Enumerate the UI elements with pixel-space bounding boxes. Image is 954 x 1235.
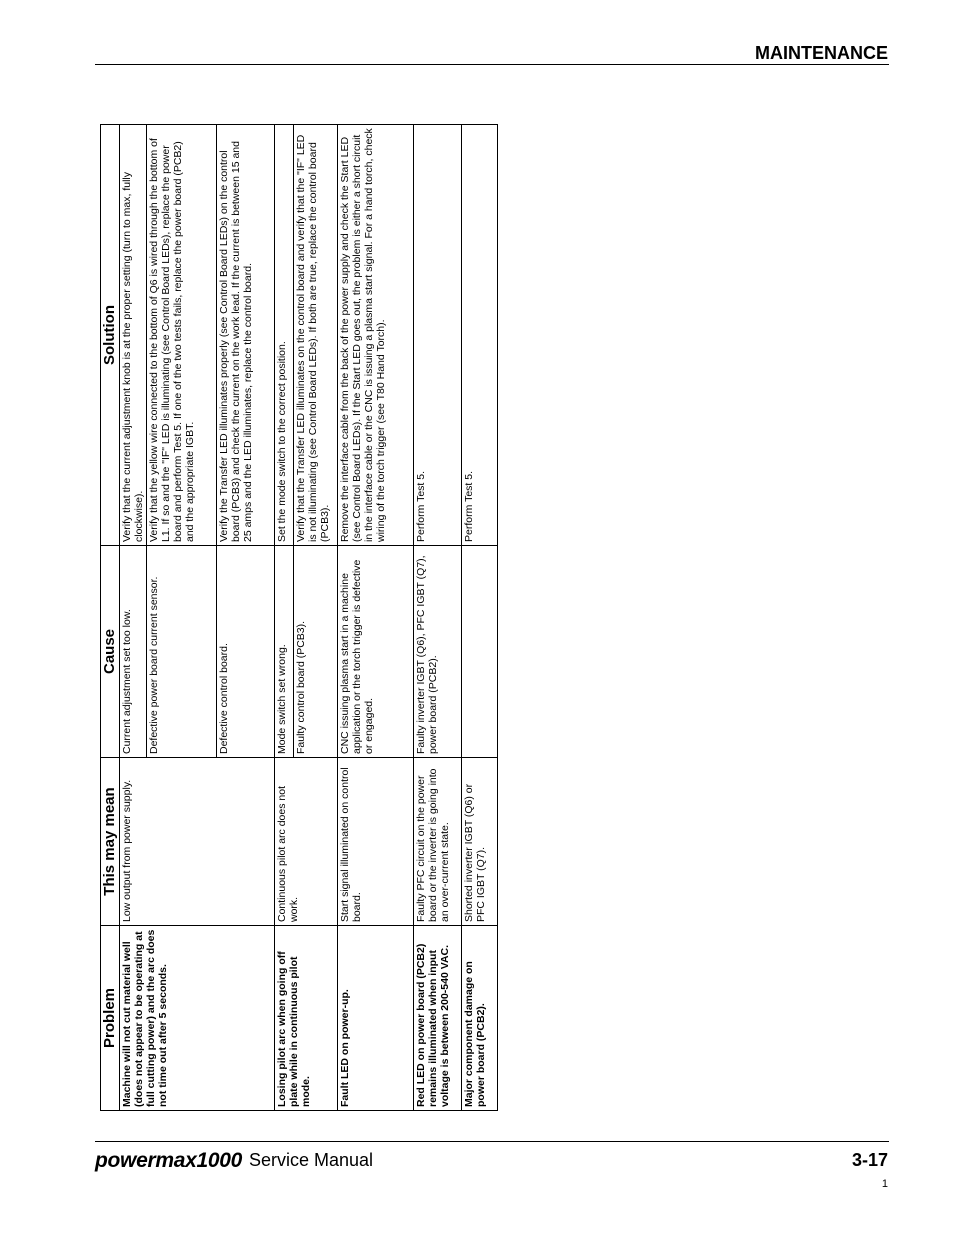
meaning-cell: Faulty PFC circuit on the power board or the inverter is going into an over-current state.	[414, 758, 462, 926]
problem-cell: Major component damage on power board (PCB2).	[462, 926, 498, 1111]
cause-cell: Faulty inverter IGBT (Q6), PFC IGBT (Q7), power board (PCB2).	[414, 546, 462, 758]
meaning-cell: Shorted inverter IGBT (Q6) or PFC IGBT (Q7).	[462, 758, 498, 926]
meaning-cell: Continuous pilot arc does not work.	[275, 758, 338, 926]
cause-cell: CNC issuing plasma start in a machine application or the torch trigger is defective or engaged.	[338, 546, 414, 758]
table-row	[275, 125, 294, 1111]
solution-cell: Verify that the yellow wire connected to the bottom of Q6 is wired through the bottom of L1. If so and the "IF" LED is illuminating (see Control Board LEDs), replace the power board and perform Test 5. If one of the two tests fails, replace the power board (PCB2) and the appropriate IGBT.	[147, 125, 217, 546]
solution-cell: Verify the Transfer LED illuminates properly (see Control Board LEDs) on the control board (PCB3) and check the current on the work lead. If the current is between 15 and 25 amps and the LED illuminates, replace the control board.	[217, 125, 275, 546]
cause-cell: Mode switch set wrong.	[275, 546, 294, 758]
cause-cell	[462, 546, 498, 758]
col-header-meaning: This may mean	[101, 758, 120, 926]
table-row	[414, 125, 462, 1111]
revision-number: 1	[881, 1178, 888, 1190]
cause-cell: Faulty control board (PCB3).	[294, 546, 338, 758]
solution-cell: Perform Test 5.	[414, 125, 462, 546]
manual-title: Service Manual	[249, 1150, 374, 1170]
table-header-row	[101, 125, 120, 1111]
cause-cell: Defective control board.	[217, 546, 275, 758]
meaning-cell: Low output from power supply.	[120, 758, 275, 926]
solution-cell: Verify that the current adjustment knob is at the proper setting (turn to max, fully clockwise).	[120, 125, 147, 546]
header-rule	[95, 64, 889, 65]
problem-cell: Red LED on power board (PCB2) remains illuminated when input voltage is between 200-540 VAC.	[414, 926, 462, 1111]
table-row	[462, 125, 498, 1111]
col-header-problem: Problem	[101, 926, 120, 1111]
troubleshooting-table-container	[100, 125, 512, 1111]
troubleshooting-table-rotated	[100, 125, 512, 1111]
table-row	[338, 125, 414, 1111]
brand-logo: powermax1000	[95, 1149, 242, 1172]
table-row	[120, 125, 147, 1111]
page-number: 3-17	[851, 1150, 888, 1170]
solution-cell: Set the mode switch to the correct position.	[275, 125, 294, 546]
footer-rule	[95, 1141, 889, 1142]
problem-cell: Fault LED on power-up.	[338, 926, 414, 1111]
cause-cell: Defective power board current sensor.	[147, 546, 217, 758]
section-title: MAINTENANCE	[755, 43, 888, 63]
meaning-cell: Start signal illuminated on control board.	[338, 758, 414, 926]
problem-cell: Machine will not cut material well (does not appear to be operating at full cutting power) and the arc does not time out after 5 seconds.	[120, 926, 275, 1111]
solution-cell: Verify that the Transfer LED illuminates on the control board and verify that the "IF" LED is not illuminating (see Control Board LEDs). If both are true, replace the control board (PCB3).	[294, 125, 338, 546]
col-header-solution: Solution	[101, 125, 120, 546]
solution-cell: Remove the interface cable from the back of the power supply and check the Start LED (see Control Board LEDs). If the Start LED goes out, the problem is either a short circuit in the interface cable or the CNC is issuing a plasma start signal. For a hand torch, check wiring of the torch trigger (see T80 Hand Torch).	[338, 125, 414, 546]
troubleshooting-table	[100, 124, 498, 1111]
col-header-cause: Cause	[101, 546, 120, 758]
problem-cell: Losing pilot arc when going off plate while in continuous pilot mode.	[275, 926, 338, 1111]
cause-cell: Current adjustment set too low.	[120, 546, 147, 758]
solution-cell: Perform Test 5.	[462, 125, 498, 546]
